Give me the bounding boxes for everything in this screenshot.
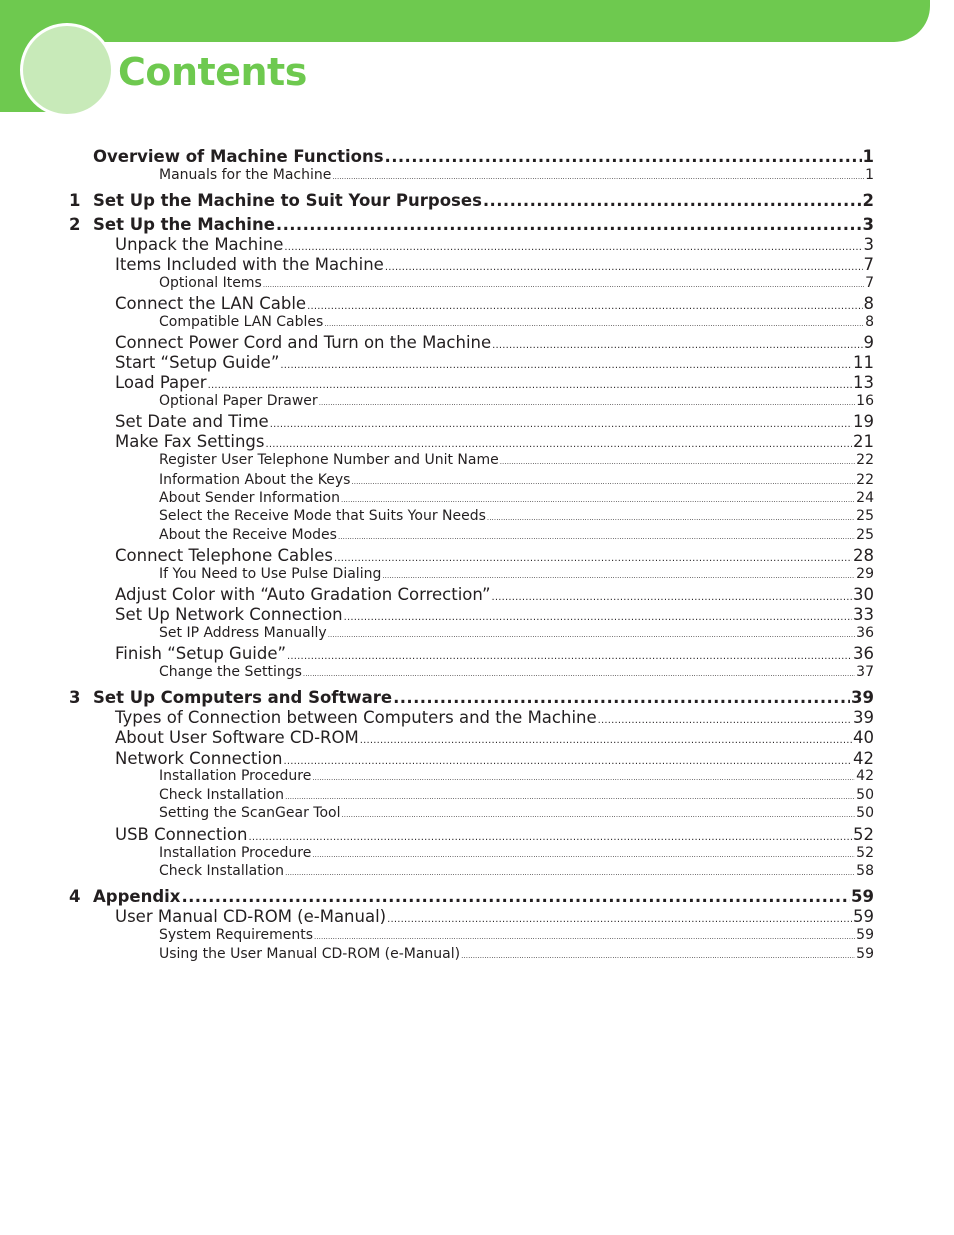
- toc-dot-leader: [461, 952, 855, 960]
- toc-dot-leader: [332, 173, 864, 181]
- toc-dot-leader: [338, 533, 855, 541]
- toc-entry-page-number: 24: [856, 490, 874, 506]
- toc-entry-page-number: 28: [853, 546, 874, 565]
- toc-entry-title: About the Receive Modes: [159, 527, 337, 543]
- toc-dot-leader: [208, 380, 852, 391]
- toc-entry-title: Information About the Keys: [159, 472, 351, 488]
- toc-entry-title: Connect Telephone Cables: [115, 546, 333, 565]
- toc-entry-section[interactable]: [115, 255, 874, 274]
- toc-entry-chapter[interactable]: [69, 688, 874, 707]
- toc-dot-leader: [314, 933, 855, 941]
- toc-entry-section[interactable]: [115, 235, 874, 254]
- toc-entry-sub[interactable]: [159, 393, 874, 409]
- toc-entry-sub[interactable]: [159, 472, 874, 488]
- toc-entry-title: USB Connection: [115, 825, 248, 844]
- toc-entry-page-number: 25: [856, 527, 874, 543]
- toc-dot-leader: [360, 735, 852, 746]
- toc-entry-page-number: 22: [856, 452, 874, 468]
- toc-entry-sub[interactable]: [159, 946, 874, 962]
- toc-entry-title: About User Software CD-ROM: [115, 728, 359, 747]
- toc-entry-section[interactable]: [115, 333, 874, 352]
- toc-dot-leader: [285, 793, 855, 801]
- toc-entry-section[interactable]: [115, 585, 874, 604]
- toc-dot-leader: [351, 478, 855, 486]
- header-circle-decoration: [20, 23, 114, 117]
- toc-entry-title: Check Installation: [159, 787, 285, 803]
- toc-entry-title: Appendix: [93, 887, 181, 906]
- toc-entry-sub[interactable]: [159, 625, 874, 641]
- toc-entry-number: 1: [69, 191, 81, 210]
- toc-entry-page-number: 59: [851, 887, 874, 906]
- toc-entry-sub[interactable]: [159, 768, 874, 784]
- toc-entry-page-number: 7: [865, 275, 874, 291]
- toc-entry-title: Load Paper: [115, 373, 207, 392]
- toc-entry-page-number: 19: [853, 412, 874, 431]
- toc-entry-chapter[interactable]: [69, 215, 874, 234]
- toc-entry-title: If You Need to Use Pulse Dialing: [159, 566, 382, 582]
- toc-entry-page-number: 9: [863, 333, 874, 352]
- toc-entry-page-number: 7: [863, 255, 874, 274]
- toc-entry-number: 4: [69, 887, 81, 906]
- toc-entry-section[interactable]: [115, 907, 874, 926]
- toc-dot-leader: [287, 651, 852, 662]
- toc-entry-title: Setting the ScanGear Tool: [159, 805, 341, 821]
- toc-dot-leader: [341, 811, 855, 819]
- toc-dot-leader: [344, 612, 852, 623]
- toc-dot-leader: [270, 419, 852, 430]
- toc-entry-section[interactable]: [115, 708, 874, 727]
- toc-entry-title: User Manual CD-ROM (e-Manual): [115, 907, 387, 926]
- toc-entry-page-number: 42: [856, 768, 874, 784]
- toc-entry-sub[interactable]: [159, 314, 874, 330]
- toc-entry-sub[interactable]: [159, 787, 874, 803]
- toc-entry-title: Installation Procedure: [159, 845, 312, 861]
- toc-entry-page-number: 36: [853, 644, 874, 663]
- toc-dot-leader: [280, 360, 852, 371]
- toc-entry-title: Set Up the Machine to Suit Your Purposes: [93, 191, 482, 210]
- toc-entry-title: Unpack the Machine: [115, 235, 284, 254]
- toc-dot-leader: [387, 914, 852, 925]
- toc-entry-title: Make Fax Settings: [115, 432, 265, 451]
- toc-dot-leader: [492, 592, 853, 603]
- toc-entry-title: Finish “Setup Guide”: [115, 644, 287, 663]
- toc-entry-section[interactable]: [115, 605, 874, 624]
- toc-entry-section[interactable]: [115, 728, 874, 747]
- toc-entry-page-number: 59: [856, 927, 874, 943]
- toc-dot-leader: [319, 399, 855, 407]
- toc-dot-leader: [265, 439, 852, 450]
- toc-entry-page-number: 1: [862, 147, 874, 166]
- toc-entry-page-number: 29: [856, 566, 874, 582]
- toc-entry-section[interactable]: [115, 546, 874, 565]
- toc-entry-title: Set Up the Machine: [93, 215, 275, 234]
- toc-dot-leader: [341, 496, 855, 504]
- toc-entry-title: Set IP Address Manually: [159, 625, 327, 641]
- toc-entry-title: Using the User Manual CD-ROM (e-Manual): [159, 946, 461, 962]
- toc-entry-sub[interactable]: [159, 805, 874, 821]
- toc-entry-title: Select the Receive Mode that Suits Your Needs: [159, 508, 486, 524]
- toc-entry-page-number: 50: [856, 805, 874, 821]
- toc-entry-sub[interactable]: [159, 275, 874, 291]
- header-band: [0, 0, 930, 42]
- toc-entry-title: Adjust Color with “Auto Gradation Correction”: [115, 585, 491, 604]
- toc-entry-chapter[interactable]: [69, 887, 874, 906]
- toc-dot-leader: [276, 215, 862, 234]
- toc-entry-page-number: 2: [862, 191, 874, 210]
- toc-entry-sub[interactable]: [159, 508, 874, 524]
- toc-entry-page-number: 3: [862, 215, 874, 234]
- toc-entry-page-number: 16: [856, 393, 874, 409]
- toc-entry-page-number: 42: [853, 749, 874, 768]
- toc-entry-section[interactable]: [115, 373, 874, 392]
- toc-dot-leader: [334, 553, 852, 564]
- toc-entry-title: Compatible LAN Cables: [159, 314, 324, 330]
- toc-entry-page-number: 1: [865, 167, 874, 183]
- toc-dot-leader: [483, 191, 862, 210]
- toc-entry-section[interactable]: [115, 825, 874, 844]
- toc-entry-title: Start “Setup Guide”: [115, 353, 280, 372]
- toc-entry-title: Register User Telephone Number and Unit Name: [159, 452, 499, 468]
- toc-entry-sub[interactable]: [159, 664, 874, 680]
- toc-entry-page-number: 36: [856, 625, 874, 641]
- toc-entry-page-number: 39: [851, 688, 874, 707]
- toc-entry-chapter[interactable]: [93, 147, 874, 166]
- toc-entry-chapter[interactable]: [69, 191, 874, 210]
- toc-dot-leader: [385, 147, 862, 166]
- toc-entry-title: Items Included with the Machine: [115, 255, 384, 274]
- toc-entry-sub[interactable]: [159, 167, 874, 183]
- toc-entry-sub[interactable]: [159, 527, 874, 543]
- toc-dot-leader: [385, 262, 863, 273]
- toc-dot-leader: [382, 572, 855, 580]
- toc-entry-number: 2: [69, 215, 81, 234]
- toc-entry-title: Set Up Computers and Software: [93, 688, 393, 707]
- toc-dot-leader: [285, 869, 855, 877]
- toc-entry-title: Overview of Machine Functions: [93, 147, 384, 166]
- toc-entry-page-number: 39: [853, 708, 874, 727]
- toc-entry-sub[interactable]: [159, 452, 874, 468]
- toc-entry-section[interactable]: [115, 644, 874, 663]
- toc-entry-section[interactable]: [115, 294, 874, 313]
- toc-dot-leader: [598, 715, 852, 726]
- toc-entry-title: Connect the LAN Cable: [115, 294, 307, 313]
- toc-entry-page-number: 59: [856, 946, 874, 962]
- toc-dot-leader: [492, 340, 862, 351]
- toc-dot-leader: [263, 281, 864, 289]
- toc-dot-leader: [284, 756, 853, 767]
- toc-entry-page-number: 11: [853, 353, 874, 372]
- toc-entry-title: Check Installation: [159, 863, 285, 879]
- toc-entry-page-number: 25: [856, 508, 874, 524]
- toc-entry-page-number: 58: [856, 863, 874, 879]
- toc-entry-title: Change the Settings: [159, 664, 302, 680]
- toc-entry-title: System Requirements: [159, 927, 313, 943]
- toc-entry-page-number: 40: [853, 728, 874, 747]
- toc-entry-title: Set Date and Time: [115, 412, 269, 431]
- toc-entry-page-number: 3: [863, 235, 874, 254]
- page-title: Contents: [118, 50, 307, 94]
- toc-entry-title: Connect Power Cord and Turn on the Machine: [115, 333, 492, 352]
- toc-entry-sub[interactable]: [159, 863, 874, 879]
- toc-entry-title: Optional Items: [159, 275, 262, 291]
- toc-entry-title: Network Connection: [115, 749, 283, 768]
- toc-entry-sub[interactable]: [159, 566, 874, 582]
- toc-entry-page-number: 37: [856, 664, 874, 680]
- toc-dot-leader: [312, 851, 855, 859]
- toc-entry-title: Set Up Network Connection: [115, 605, 343, 624]
- toc-entry-page-number: 30: [853, 585, 874, 604]
- toc-entry-title: Installation Procedure: [159, 768, 312, 784]
- toc-entry-sub[interactable]: [159, 490, 874, 506]
- toc-entry-page-number: 22: [856, 472, 874, 488]
- toc-entry-page-number: 33: [853, 605, 874, 624]
- toc-entry-page-number: 52: [856, 845, 874, 861]
- toc-entry-section[interactable]: [115, 353, 874, 372]
- toc-dot-leader: [307, 301, 862, 312]
- toc-dot-leader: [303, 670, 855, 678]
- toc-entry-title: Types of Connection between Computers and the Machine: [115, 708, 597, 727]
- toc-dot-leader: [312, 774, 855, 782]
- toc-entry-sub[interactable]: [159, 845, 874, 861]
- toc-entry-page-number: 8: [863, 294, 874, 313]
- toc-entry-title: Manuals for the Machine: [159, 167, 332, 183]
- toc-dot-leader: [248, 832, 852, 843]
- toc-dot-leader: [328, 631, 855, 639]
- toc-entry-section[interactable]: [115, 432, 874, 451]
- toc-dot-leader: [500, 458, 855, 466]
- toc-entry-title: Optional Paper Drawer: [159, 393, 318, 409]
- toc-entry-page-number: 8: [865, 314, 874, 330]
- toc-dot-leader: [487, 514, 855, 522]
- toc-entry-page-number: 52: [853, 825, 874, 844]
- toc-dot-leader: [181, 887, 850, 906]
- toc-dot-leader: [284, 242, 862, 253]
- toc-entry-section[interactable]: [115, 412, 874, 431]
- toc-entry-page-number: 59: [853, 907, 874, 926]
- toc-dot-leader: [324, 320, 864, 328]
- toc-entry-number: 3: [69, 688, 81, 707]
- toc-entry-page-number: 21: [853, 432, 874, 451]
- toc-entry-sub[interactable]: [159, 927, 874, 943]
- toc-entry-section[interactable]: [115, 749, 874, 768]
- toc-entry-title: About Sender Information: [159, 490, 340, 506]
- toc-dot-leader: [393, 688, 850, 707]
- toc-entry-page-number: 50: [856, 787, 874, 803]
- toc-entry-page-number: 13: [853, 373, 874, 392]
